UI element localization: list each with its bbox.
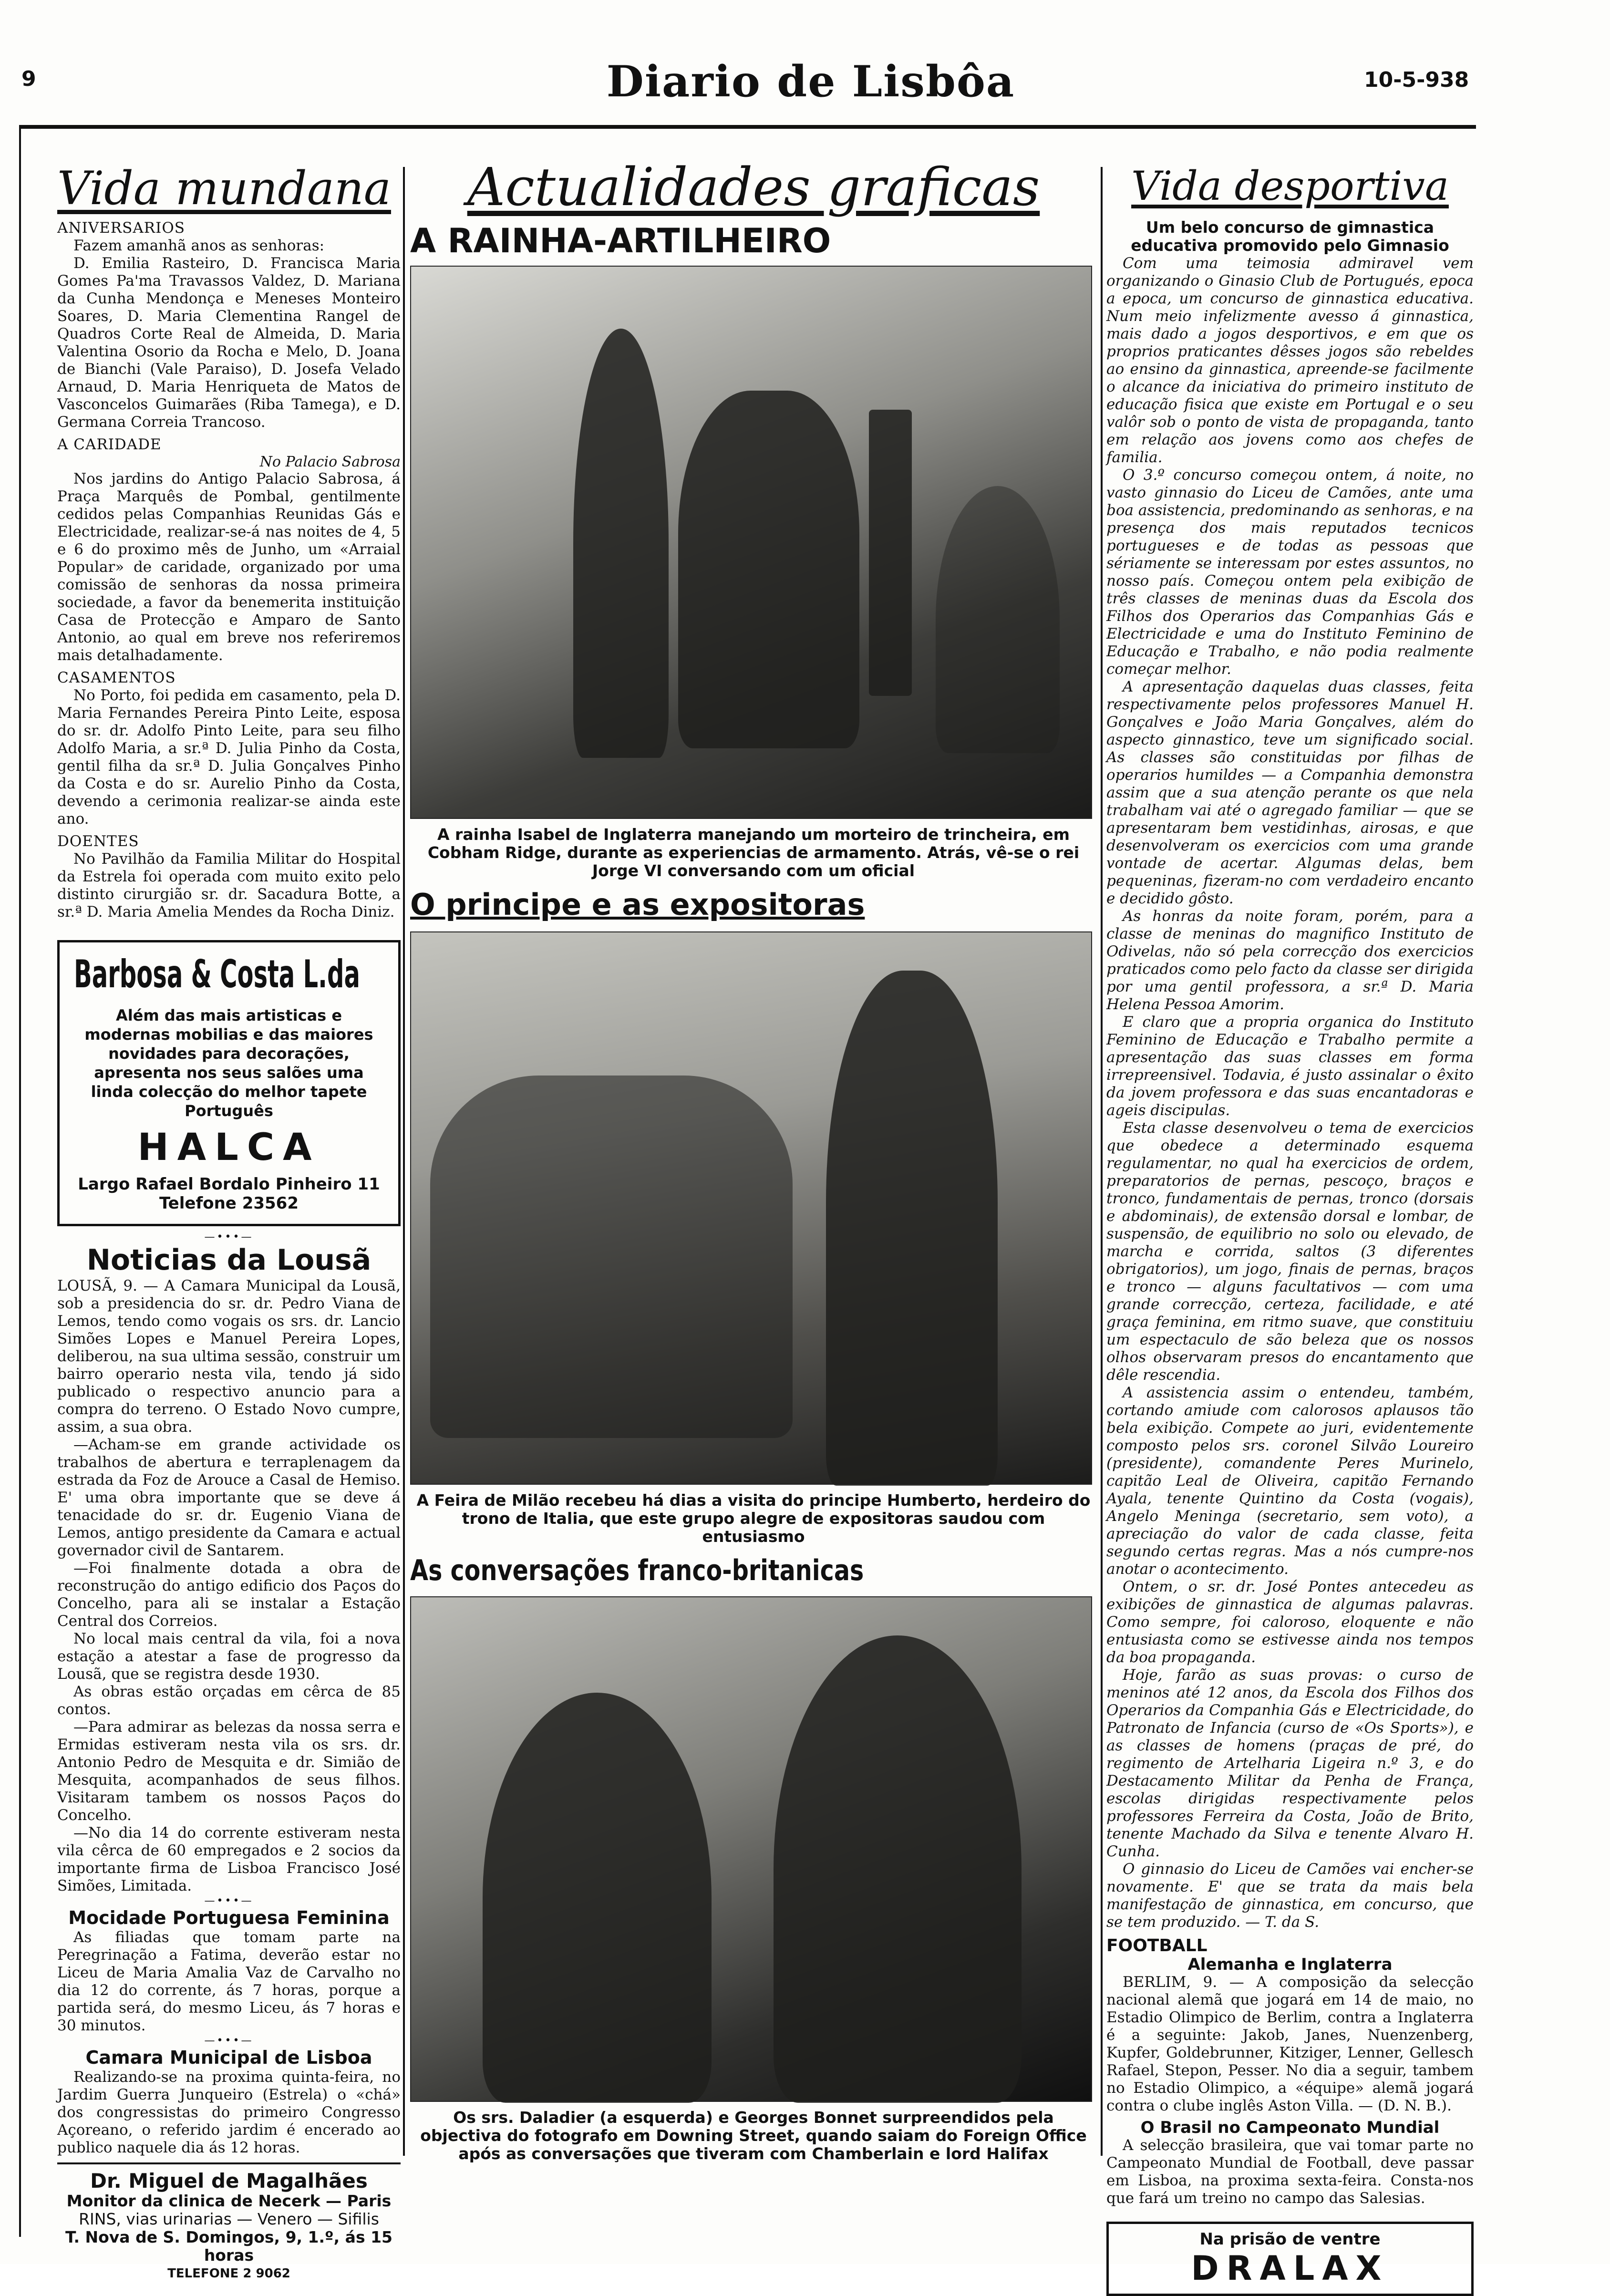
dralax-ad [1106, 2222, 1474, 2296]
desportiva-paragraph: Ontem, o sr. dr. José Pontes antecedeu as exibições de ginnastica de algumas palavras. Como sempre, foi caloroso, eloquente e não entusiasta como se estivesse ainda nos tempos da boa propaganda. [1106, 1578, 1474, 1666]
photo-queen-mortar [410, 266, 1092, 819]
aniversarios-label: ANIVERSARIOS [57, 219, 185, 237]
page-number: 9 [21, 67, 36, 91]
franco-britanicas-headline: As conversações franco-britanicas [410, 1554, 864, 1587]
lousa-paragraph: —Acham-se em grande actividade os trabalhos de abertura e terraplenagem da estrada da Foz de Arouce a Casal de Hemiso. E' uma obra importante que se deve á tenacidade do sr. dr. Eugenio Viana de Lemos, antigo presidente da Camara e actual governador civil de Santarem. [57, 1436, 401, 1559]
left-border [19, 129, 21, 2237]
ornament-divider: —•••— [204, 2035, 254, 2047]
halca-logo: HALCA [137, 1126, 320, 1169]
barbosa-phone: Telefone 23562 [159, 1194, 299, 1213]
caption-prince: A Feira de Milão recebeu há dias a visita do principe Humberto, herdeiro do trono de Italia, que este grupo alegre de expositoras saudou com entusiasmo [416, 1491, 1091, 1546]
barbosa-costa-ad [57, 940, 401, 1226]
doctor-name: Dr. Miguel de Magalhães [90, 2169, 368, 2193]
barbosa-text: Além das mais artisticas e modernas mobilias e das maiores novidades para decorações, apresenta nos seus salões uma linda colecção do melhor tapete Português [84, 1006, 373, 1120]
alemanha-title: Alemanha e Inglaterra [1187, 1955, 1393, 1974]
lousa-paragraph: —Para admirar as belezas da nossa serra e Ermidas estiveram nesta vila os srs. dr. Antonio Pedro de Mesquita e dr. Simião de Mesquita, acompanhados de seus filhos. Visitaram tambem os nossos Paços do Concelho. [57, 1718, 401, 1824]
desportiva-paragraph: O 3.º concurso começou ontem, á noite, no vasto ginnasio do Liceu de Camões, ante uma boa assistencia, predominando as senhoras, e na presença dos mais reputados tecnicos portugueses e de todas as pessoas que sériamente se interessam por estes assuntos, no nosso país. Começou ontem pela exibição de três classes de meninas duas da Escola dos Filhos dos Operarios das Companhias Gás e Electricidade e uma do Instituto Feminino de Educação e Trabalho, e não podia realmente começar melhor. [1106, 466, 1474, 678]
barbosa-brand: Barbosa & Costa L.da [74, 952, 360, 996]
lousa-paragraph: —No dia 14 do corrente estiveram nesta vila cêrca de 60 empregados e 2 socios da importante firma de Lisboa Francisco José Simões, Limitada. [57, 1824, 401, 1894]
caption-daladier: Os srs. Daladier (a esquerda) e Georges Bonnet surpreendidos pela objectiva do fotografo em Downing Street, quando saiam do Foreign Office após as conversações que tiveram com Chamberlain e lord Halifax [420, 2108, 1087, 2163]
lousa-paragraph: LOUSÃ, 9. — A Camara Municipal da Lousã, sob a presidencia do sr. dr. Pedro Viana de Lemos, tendo como vogais os srs. dr. Lancio Simões Lopes e Manuel Pereira Lopes, deliberou, na sua ultima sessão, construir um bairro operario nesta vila, tendo já sido publicado o respectivo anuncio para a compra do terreno. O Estado Novo cumpre, assim, a sua obra. [57, 1277, 401, 1436]
camara-title: Camara Municipal de Lisboa [85, 2047, 372, 2068]
column-divider [403, 167, 405, 2156]
photo-prince-exhibitors [410, 931, 1092, 1485]
right-column [1106, 162, 1474, 2288]
doctor-line3: T. Nova de S. Domingos, 9, 1.º, ás 15 horas [65, 2228, 393, 2265]
vida-desportiva-title: Vida desportiva [1131, 163, 1449, 209]
caption-queen: A rainha Isabel de Inglaterra manejando um morteiro de trincheira, em Cobham Ridge, durante as experiencias de armamento. Atrás, vê-se o rei Jorge VI conversando com um oficial [427, 825, 1080, 880]
dralax-brand: DRALAX [1191, 2249, 1389, 2288]
issue-date: 10-5-938 [1364, 68, 1469, 92]
brasil-text: A selecção brasileira, que vai tomar parte no Campeonato Mundial de Football, deve passar em Lisboa, na proxima sexta-feira. Consta-nos que fará um treino no campo das Salesias. [1106, 2137, 1474, 2207]
masthead-rule [19, 125, 1476, 129]
masthead-title: Diario de Lisbôa [606, 56, 1015, 107]
aniversarios-intro: Fazem amanhã anos as senhoras: [73, 237, 325, 254]
vida-mundana-title: Vida mundana [57, 162, 391, 215]
left-column [57, 162, 401, 2281]
center-column [410, 157, 1097, 2237]
lousa-paragraph: As obras estão orçadas em cêrca de 85 contos. [57, 1683, 401, 1718]
ornament-divider: —•••— [204, 1231, 254, 1243]
desportiva-paragraph: As honras da noite foram, porém, para a classe de meninas do magnifico Instituto de Odivelas, não só pela correcção dos exercicios praticados como pelo facto da classe ser dirigida por uma gentil professora, a sr.ª D. Maria Helena Pessoa Amorim. [1106, 908, 1474, 1013]
football-label: FOOTBALL [1106, 1936, 1208, 1955]
lousa-paragraph: —Foi finalmente dotada a obra de reconstrução do antigo edificio dos Paços do Concelho, para ali se instalar a Estação Central dos Correios. [57, 1560, 401, 1630]
alemanha-text: BERLIM, 9. — A composição da selecção nacional alemã que jogará em 14 de maio, no Estadio Olimpico de Berlim, contra a Inglaterra é a seguinte: Jakob, Janes, Nuenzenberg, Kupfer, Goldebrunner, Kitziger, Lenner, Gellesch Rafael, Stepon, Pesser. No dia a seguir, tambem no Estadio Olimpico, a «équipe» alemã jogará contra o clube inglês Aston Villa. — (D. N. B.). [1106, 1974, 1474, 2114]
desportiva-paragraph: E claro que a propria organica do Instituto Feminino de Educação e Trabalho permite a apresentação das suas classes em forma irrepreensivel. Todavia, é justo assinalar o êxito da jovem professora e das suas encantadoras e ageis discipulas. [1106, 1014, 1474, 1119]
gimnastica-headline: Um belo concurso de gimnastica educativa promovido pelo Gimnasio [1131, 218, 1449, 255]
casamentos-text: No Porto, foi pedida em casamento, pela D. Maria Fernandes Pereira Pinto Leite, esposa do sr. dr. Adolfo Pinto Leite, para seu filho Adolfo Maria, a sr.ª D. Julia Pinho da Costa, gentil filha da sr.ª D. Julia Gonçalves Pinho da Costa e do sr. Aurelio Pinho da Costa, devendo a cerimonia realizar-se ainda este ano. [57, 687, 401, 827]
desportiva-paragraph: O ginnasio do Liceu de Camões vai encher-se novamente. E' que se trata da mais bela manifestação de ginnastica, em concurso, que se tem produzido. — T. da S. [1106, 1861, 1474, 1931]
desportiva-paragraph: Hoje, farão as suas provas: o curso de meninos até 12 anos, da Escola dos Filhos dos Operarios da Companhia Gás e Electricidade, do Patronato de Infancia (curso de «Os Sports»), e as classes de homens (praças de pré, do regimento de Artelharia Ligeira n.º 3, e do Destacamento Militar da Penha de França, escolas dirigidas respectivamente pelos professores Ferreira da Costa, João de Brito, tenente Machado da Silva e tenente Alvaro H. Cunha. [1106, 1666, 1474, 1860]
caridade-text: Nos jardins do Antigo Palacio Sabrosa, á Praça Marquês de Pombal, gentilmente cedidos pelas Companhias Reunidas Gás e Electricidade, realizar-se-á nas noites de 4, 5 e 6 do proximo mês de Junho, um «Arraial Popular» de caridade, organizado por uma comissão de senhoras da nossa primeira sociedade, a favor da benemerita instituição Casa de Protecção e Amparo de Santo Antonio, ao qual em breve nos referiremos mais detalhadamente. [57, 470, 401, 664]
dralax-tagline: Na prisão de ventre [1199, 2230, 1381, 2249]
brasil-title: O Brasil no Campeonato Mundial [1140, 2118, 1440, 2137]
desportiva-paragraph: Com uma teimosia admiravel vem organizando o Ginasio Club de Portugués, epoca a epoca, um concurso de ginnastica educativa. Num meio infelizmente avesso á ginnastica, mais dado a jogos desportivos, e em que os proprios praticantes dêsses jogos são rebeldes ao ensino da ginnastica, apreende-se facilmente o alcance da iniciativa do primeiro instituto de educação fisica que existe em Portugal e o seu valôr sob o ponto de vista de propaganda, tanto em relação aos jovens como aos chefes de familia. [1106, 255, 1474, 466]
doctor-line1: Monitor da clinica de Necerk — Paris [66, 2192, 392, 2210]
desportiva-paragraph: Esta classe desenvolveu o tema de exercicios que obedece a determinado esquema regulamentar, no qual ha exercicios de ordem, preparatorios de pernas, pescoço, braços e tronco, fundamentais de pernas, tronco (dorsais e abdominais), de extensão dorsal e lombar, de suspensão, de equilibrio no solo ou elevado, de marcha e corrida, saltos (3 diferentes obrigatorios), um jogo, finais de pernas, braços e tronco — alguns facultativos — com uma grande correcção, certeza, facilidade, e até graça feminina, em ritmo suave, que constituiu um espectaculo de são beleza que os nossos olhos observaram presos do encantamento que dêle rescendia. [1106, 1119, 1474, 1384]
barbosa-address: Largo Rafael Bordalo Pinheiro 11 [78, 1175, 380, 1194]
principe-headline: O principe e as expositoras [410, 887, 865, 922]
ornament-divider: —•••— [204, 1895, 254, 1907]
lousa-title: Noticias da Lousã [86, 1243, 372, 1277]
casamentos-label: CASAMENTOS [57, 669, 176, 686]
mocidade-title: Mocidade Portuguesa Feminina [68, 1907, 390, 1928]
camara-text: Realizando-se na proxima quinta-feira, no Jardim Guerra Junqueiro (Estrela) o «chá» dos congressistas do primeiro Congresso Açoreano, o referido jardim é encerado ao publico naquele dia ás 12 horas. [57, 2068, 401, 2156]
rule [57, 2162, 401, 2164]
column-divider [1101, 167, 1103, 2156]
lousa-paragraph: No local mais central da vila, foi a nova estação a atestar a fase de progresso da Lousã, que se registra desde 1930. [57, 1630, 401, 1683]
caridade-subtitle: No Palacio Sabrosa [259, 454, 401, 470]
actualidades-title: Actualidades graficas [467, 156, 1040, 217]
doentes-text: No Pavilhão da Familia Militar do Hospital da Estrela foi operada com muito exito pelo distinto cirurgião sr. dr. Sacadura Botte, a sr.ª D. Maria Amelia Mendes da Rocha Diniz. [57, 850, 401, 920]
mocidade-text: As filiadas que tomam parte na Peregrinação a Fatima, deverão estar no Liceu de Maria Amalia Vaz de Carvalho no dia 12 do corrente, ás 7 horas, porque a partida será, do mesmo Liceu, ás 7 horas e 30 minutos. [57, 1929, 401, 2034]
photo-daladier-bonnet [410, 1596, 1092, 2102]
desportiva-paragraph: A apresentação daquelas duas classes, feita respectivamente pelos professores Manuel H. Gonçalves e João Maria Gonçalves, além do aspecto ginnastico, teve um significado social. As classes são constituidas por filhas de operarios humildes — a Companhia demonstra assim que a sua atenção perante os que nela trabalham vai até o agregado familiar — que se apresentaram bem vestidinhas, airosas, e que desenvolveram os exercicios com uma grande vontade de acertar. Algumas delas, bem pequeninas, fizeram-no com verdadeiro encanto e decidido gôsto. [1106, 678, 1474, 907]
aniversarios-names: D. Emilia Rasteiro, D. Francisca Maria Gomes Pa'ma Travassos Valdez, D. Mariana da Cunha Mendonça e Meneses Monteiro Soares, D. Maria Clementina Rangel de Quadros Corte Real de Almeida, D. Maria Valentina Osorio da Rocha e Melo, D. Joana de Bianchi (Vale Paraiso), D. Josefa Velado Arnaud, D. Maria Henriqueta de Matos de Vasconcelos Guimarães (Riba Tamega), e D. Germana Correia Trancoso. [57, 255, 401, 431]
rainha-headline: A RAINHA-ARTILHEIRO [410, 221, 831, 260]
doctor-line2: RINS, vias urinarias — Venero — Sifilis [79, 2210, 379, 2228]
desportiva-paragraph: A assistencia assim o entendeu, também, cortando amiude com calorosos aplausos tão bela exibição. Compete ao juri, evidentemente composto pelos srs. coronel Silvão Loureiro (presidente), comandente Peres Murinelo, capitão Leal de Oliveira, capitão Fernando Ayala, tenente Quintino da Costa (vogais), Angelo Meninga (secretario, sem voto), a apreciação do valor de cada classe, feita segundo certas regras. Mas a nós cumpre-nos anotar o acontecimento. [1106, 1384, 1474, 1578]
doentes-label: DOENTES [57, 833, 139, 850]
doctor-phone: TELEFONE 2 9062 [167, 2266, 290, 2281]
caridade-label: A CARIDADE [57, 436, 162, 453]
